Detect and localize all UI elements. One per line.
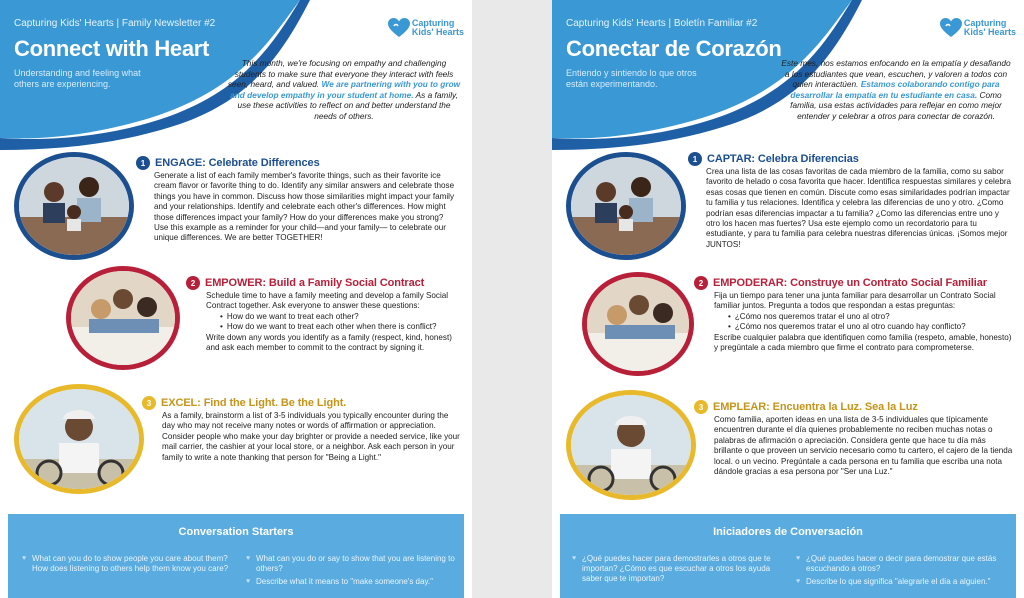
- section-body: As a family, brainstorm a list of 3-5 individuals you typically encounter during the day who may not receive many notes or words of affirmation or appreciation. Consider people who make your day brighter or provide a needed service, like your mail carrier, the cashier at your local store, or a neighbor. Ask each person in your family to write a note thanking that person for "Being a Light.": [162, 411, 460, 462]
- intro-highlight: Estamos colaborando contigo para desarrollar la empatía en tu estudiante en casa.: [790, 79, 1000, 100]
- section-heading: [694, 400, 918, 414]
- heart-logo-icon: [940, 18, 962, 38]
- conversation-item: ♥ What can you do or say to show that you are listening to others?: [246, 554, 456, 574]
- logo-line-2: Kids' Hearts: [411, 27, 464, 37]
- intro-text: This month, we're focusing on empathy and challenging students to make sure that everyone they interact with feels seen, heard, and valued.: [227, 58, 454, 90]
- section-heading: [142, 396, 346, 410]
- conversation-starters-box: [560, 514, 1016, 598]
- section-title: EMPLEAR: Encuentra la Luz. Sea la Luz: [713, 401, 918, 413]
- family-photo: [582, 272, 694, 376]
- section-title: CAPTAR: Celebra Diferencias: [707, 153, 859, 165]
- child-photo: [566, 390, 696, 500]
- conversation-column-right: [796, 554, 1006, 589]
- page-title: Conectar de Corazón: [566, 36, 782, 61]
- page-title: Connect with Heart: [14, 36, 210, 61]
- section-number: 2: [694, 276, 708, 290]
- section-heading: [688, 152, 859, 166]
- newsletter-page-english: [0, 0, 472, 598]
- intro-highlight: We are partnering with you to grow and develop empathy in your student at home.: [230, 79, 461, 100]
- brand-logo: [388, 18, 464, 38]
- conversation-item: ♥ Describe what it means to "make someone's day.": [246, 577, 456, 587]
- conversation-starters-box: [8, 514, 464, 598]
- conversation-title: Iniciadores de Conversación: [713, 526, 863, 538]
- question-item: • ¿Cómo nos queremos tratar el uno al otro cuando hay conflicto?: [728, 322, 1014, 332]
- section-heading: [136, 156, 320, 170]
- page-subtitle: Entiendo y sintiendo lo que otros están experimentando.: [566, 68, 697, 89]
- section-number: 1: [688, 152, 702, 166]
- family-photo: [66, 266, 180, 370]
- section-number: 1: [136, 156, 150, 170]
- conversation-item: ♥ What can you do to show people you care about them? How does listening to others help them know you care?: [22, 554, 232, 574]
- section-text-after: Escribe cualquier palabra que identifiquen como familia (respeto, amable, honesto) y pregúntale a cada miembro que firme el contrato para comprometerse.: [714, 332, 1012, 353]
- section-title: EXCEL: Find the Light. Be the Light.: [161, 397, 347, 409]
- conversation-item: ♥ ¿Qué puedes hacer o decir para demostrar que estás escuchando a otros?: [796, 554, 1006, 574]
- logo-line-2: Kids' Hearts: [963, 27, 1016, 37]
- section-number: 3: [142, 396, 156, 410]
- section-title: EMPOWER: Build a Family Social Contract: [205, 277, 425, 289]
- heart-logo-icon: [388, 18, 410, 38]
- newsletter-kicker: Capturing Kids' Hearts | Family Newsletter #2: [14, 18, 216, 29]
- family-photo: [14, 152, 134, 260]
- section-body: [206, 291, 464, 353]
- question-list: [728, 312, 1014, 333]
- section-number: 2: [186, 276, 200, 290]
- intro-paragraph: [226, 58, 462, 122]
- section-title: ENGAGE: Celebrate Differences: [155, 157, 320, 169]
- section-number: 3: [694, 400, 708, 414]
- newsletter-page-spanish: [552, 0, 1024, 598]
- section-body: Crea una lista de las cosas favoritas de cada miembro de la familia, como su sabor favorito de helado o cosa favorita que hacer. Identifica respuestas similares y celebra esas cosas que tienen en común. Discute como esas similaridades podrían impactar tu familia y tus relaciones. Identifica y celebra las diferencias de uno y otro. ¿Como podrían esas diferencias impactar a tu familia? ¿Como las diferencias entre uno y otro los hacen mas fuertes? Usa este ejemplo como un recordatorio para tu estudiante, y para tu familia para celebra nuestras diferencias únicas. ¡Somos mejor JUNTOS!: [706, 167, 1012, 249]
- child-photo: [14, 384, 144, 494]
- section-text-after: Write down any words you identify as a family (respect, kind, honest) and ask each member to commit to the contract by signing it.: [206, 332, 452, 353]
- section-body: Generate a list of each family member's favorite things, such as their favorite ice cream flavor or favorite thing to do. Identify any similar answers and celebrate those things you have in common. Discuss how those similarities might impact your family and your relationships. Identify and celebrate each other's differences. How might those differences impact your family? How do your differences make you strong? Use this example as a reminder for your child—and your family— to celebrate our unique differences. We are better TOGETHER!: [154, 171, 455, 243]
- conversation-item: ♥ Describe lo que significa "alegrarle el día a alguien.": [796, 577, 1006, 587]
- section-title: EMPODERAR: Construye un Contrato Social Familiar: [713, 277, 987, 289]
- intro-text: Este mes, nos estamos enfocando en la empatía y desafiando a los estudiantes que vean, escuchen, y valoren a todos con quien interactúen.: [781, 58, 1011, 90]
- logo-line-1: Capturing: [411, 18, 455, 28]
- section-text: Fija un tiempo para tener una junta familiar para desarrollar un Contrato Social familiar juntos. Pregunta a todos que respondan a estas preguntas:: [714, 291, 996, 311]
- section-heading: [186, 276, 424, 290]
- conversation-title: Conversation Starters: [178, 526, 294, 538]
- section-body: [714, 291, 1014, 353]
- question-item: • ¿Cómo nos queremos tratar el uno al otro?: [728, 312, 1014, 322]
- logo-line-1: Capturing: [963, 18, 1007, 28]
- conversation-column-left: [22, 554, 232, 577]
- page-subtitle: Understanding and feeling what others are experiencing.: [14, 68, 141, 89]
- family-photo: [566, 152, 686, 260]
- conversation-item: ♥ ¿Qué puedes hacer para demostrarles a otros que te importan? ¿Cómo es que escuchar a otros los ayuda saber que te importan?: [572, 554, 782, 583]
- intro-paragraph: [778, 58, 1014, 122]
- conversation-column-right: [246, 554, 456, 589]
- question-item: • How do we want to treat each other when there is conflict?: [220, 322, 464, 332]
- question-item: • How do we want to treat each other?: [220, 312, 464, 322]
- section-heading: [694, 276, 987, 290]
- intro-text-end: Como familia, usa estas actividades para reflejar en como mejor entender y celebrar a otros para conectar de corazón.: [790, 89, 1002, 121]
- section-body: Como familia, aporten ideas en una lista de 3-5 individuales que típicamente encuentren durante el día quienes probablemente no reciben muchas notas o palabras de afirmación o apreciación. Considera gente que hace tu día más brillante o que proveen un servicio necesario como tu cartero, el cajero de la tienda local. o un vecino. Pregúntale a cada persona en tu familia que escriba una nota dándole gracias a esa persona por "Ser una Luz.": [714, 415, 1013, 477]
- section-text: Schedule time to have a family meeting and develop a family Social Contract together. Ask everyone to answer these questions:: [206, 291, 449, 311]
- brand-logo: [940, 18, 1016, 38]
- question-list: [220, 312, 464, 333]
- conversation-column-left: [572, 554, 782, 586]
- newsletter-kicker: Capturing Kids' Hearts | Boletín Familiar #2: [566, 18, 758, 29]
- intro-text-end: As a family, use these activities to reflect on and better understand the needs of others.: [237, 89, 458, 121]
